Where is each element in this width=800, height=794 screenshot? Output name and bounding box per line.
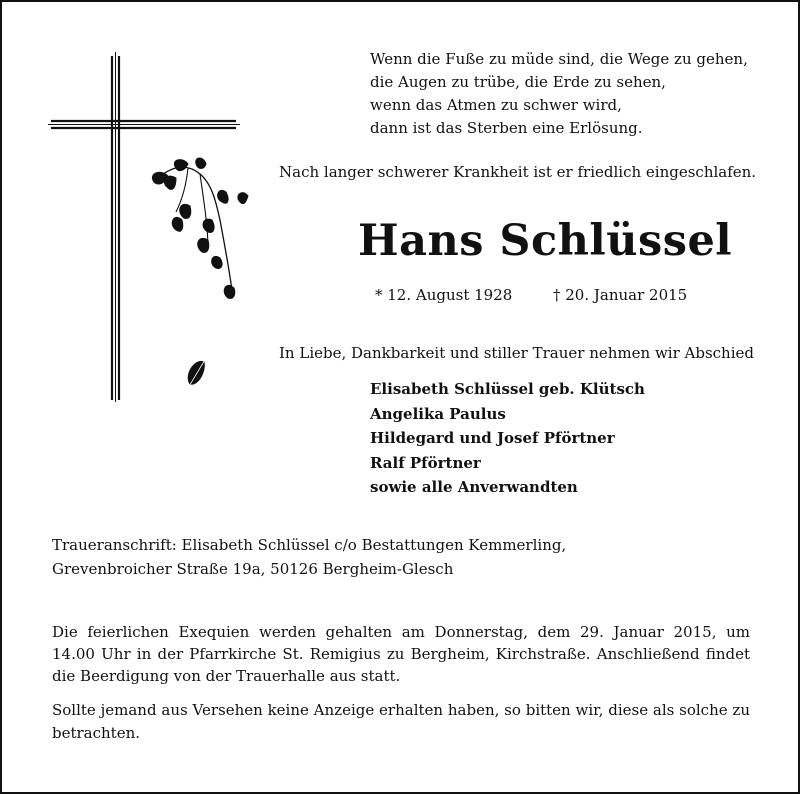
mourner: sowie alle Anverwandten	[370, 478, 578, 496]
mourner: Angelika Paulus	[370, 404, 506, 423]
address-line: Grevenbroicher Straße 19a, 50126 Bergheim-Glesch	[52, 560, 454, 578]
mourning-address	[52, 533, 752, 581]
mourner: Hildegard und Josef Pförtner	[370, 429, 615, 447]
cross-icon	[48, 52, 288, 402]
farewell-text: In Liebe, Dankbarkeit und stiller Trauer nehmen wir Abschied	[279, 344, 754, 362]
notice-line: Sollte jemand aus Versehen keine Anzeige erhalten haben, so bitten wir, diese als solche zu	[52, 701, 750, 719]
mourners-list	[370, 377, 645, 500]
death-date: † 20. Januar 2015	[553, 286, 688, 304]
notice-paragraph	[52, 699, 750, 745]
poem-line: die Augen zu trübe, die Erde zu sehen,	[370, 73, 666, 91]
poem	[370, 48, 770, 140]
intro-text: Nach langer schwerer Krankheit ist er friedlich eingeschlafen.	[279, 163, 757, 181]
birth-date: * 12. August 1928	[375, 286, 513, 304]
mourner: Elisabeth Schlüssel geb. Klütsch	[370, 380, 645, 398]
deceased-name: Hans Schlüssel	[358, 216, 733, 266]
service-line: Die feierlichen Exequien werden gehalten am Donnerstag, dem 29. Januar 2015, um	[52, 623, 750, 641]
poem-line: dann ist das Sterben eine Erlösung.	[370, 119, 643, 137]
address-line: Traueranschrift: Elisabeth Schlüssel c/o Bestattungen Kemmerling,	[52, 536, 567, 554]
poem-line: Wenn die Fuße zu müde sind, die Wege zu gehen,	[370, 50, 748, 68]
poem-line: wenn das Atmen zu schwer wird,	[370, 96, 622, 114]
birch-branch-icon	[152, 158, 248, 388]
notice-line: betrachten.	[52, 724, 141, 742]
service-paragraph	[52, 621, 750, 687]
service-line: die Beerdigung von der Trauerhalle aus statt.	[52, 667, 401, 685]
service-line: 14.00 Uhr in der Pfarrkirche St. Remigius zu Bergheim, Kirchstraße. Anschließend findet	[52, 645, 750, 663]
mourner: Ralf Pförtner	[370, 453, 481, 472]
